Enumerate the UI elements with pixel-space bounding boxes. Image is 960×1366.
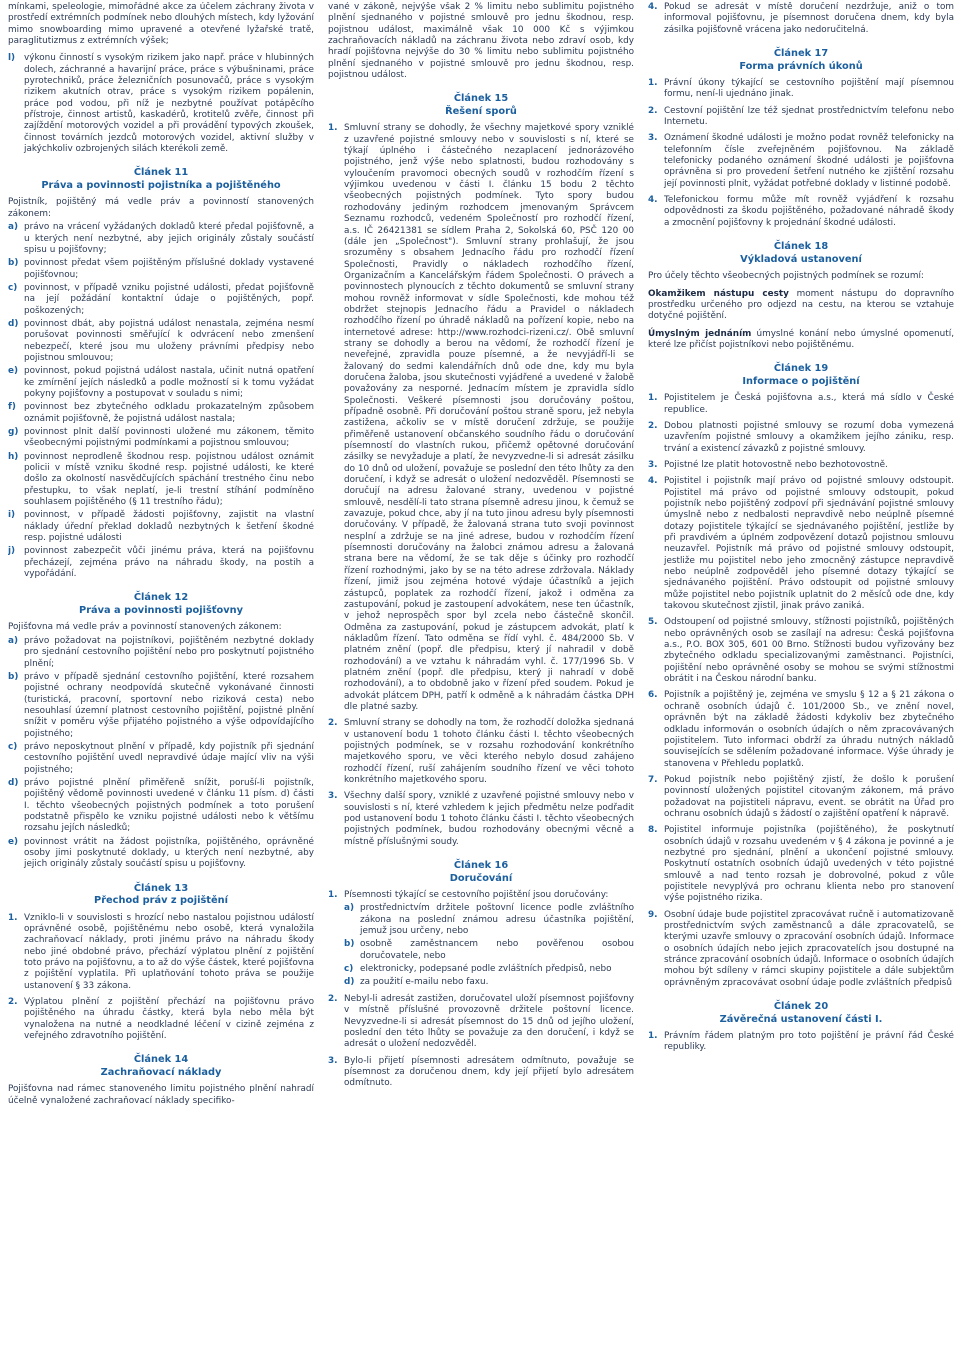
article-12-title: Práva a povinnosti pojišťovny (79, 604, 243, 616)
list-item: 4. Pokud se adresát v místě doručení nezdržuje, aniž o tom informoval pojišťovnu, je písemnost doručena dnem, kdy byla zásilka pojišťovně vrácena jako nedoručitelná. (648, 2, 954, 35)
article-16-sublist (344, 903, 634, 988)
list-item: e) povinnost, pokud pojistná událost nastala, učinit nutná opatření ke zmírnění jejích následků a podle možností si k tomu vyžádat pokyny pojišťovny a postupovat v souladu s nimi; (8, 366, 314, 399)
list-item: 1. Právním řádem platným pro toto pojištění je právní řád České republiky. (648, 1031, 954, 1053)
article-16-title: Doručování (449, 872, 513, 884)
article-19-title: Informace o pojištění (742, 375, 860, 387)
article-17-title: Forma právních úkonů (739, 60, 863, 72)
list-item: 9. Osobní údaje bude pojistitel zpracovávat ručně i automatizovaně prostřednictvím svých zaměstnanců a dále zpracovatelů, se kterými uzavře smlouvy o zpracování osobních údajů. Informace o osobních údajích nebo jejich zpracovatelích jsou dostupné na stránce zpracování osobních údajů. Informace o osobních údajích mohou být sdíleny v rámci skupiny pojistitele a dále subjektům oprávněným zpracovávat osobní údaje podle zvláštních předpisů (648, 909, 954, 988)
list-item: 4. Pojistitel i pojistník mají právo od pojistné smlouvy odstoupit. Pojistitel má právo od pojistné smlouvy odstoupit, pokud pojistník nebo pojištěný zodpoví při sjednávání pojistné smlouvy úmyslně nebo z nedbalosti nepravdivě nebo neúplně písemné dotazy pojistitele týkající se sjednávaného pojištění, jestliže by při pravdivém a úplném zodpovězení dotazů pojistnou smlouvu neuzavřel. Pojistník má právo od pojistné smlouvy odstoupit, jestliže mu pojistitel nebo jeho zmocněný zástupce nepravdivě nebo neúplně zodpověděl jeho písemné dotazy týkající se sjednávaného pojištění. Právo odstoupit od pojistné smlouvy může pojistitel nebo pojistník uplatnit do 2 měsíců ode dne, kdy takovou skutečnost zjistil, jinak právo zaniká. (648, 476, 954, 612)
list-item: 2. Cestovní pojištění lze též sjednat prostřednictvím telefonu nebo Internetu. (648, 105, 954, 128)
list-item: f) povinnost bez zbytečného odkladu prokazatelným způsobem oznámit pojišťovně, že pojistná událost nastala; (8, 402, 314, 424)
intro-list (8, 53, 314, 155)
list-item: j) povinnost zabezpečit vůči jinému práva, která na pojišťovnu přecházejí, zejména právo na náhradu škody, na postih a vypořádání. (8, 546, 314, 580)
article-20-list (648, 1031, 954, 1054)
article-18-number: Článek 18 (773, 241, 829, 253)
article-17-number: Článek 17 (773, 48, 829, 60)
list-item: b) osobně zaměstnancem nebo pověřenou osobou doručovatele, nebo (344, 939, 634, 961)
intro-list (648, 2, 954, 36)
article-11-number: Článek 11 (133, 167, 189, 179)
article-13-list (8, 913, 314, 1043)
list-item: 3. Všechny další spory, vzniklé z uzavřené pojistné smlouvy nebo v souvislosti s ní, které vzhledem k jejich předmětu nelze podřadit pod ustanovení bodu 1 tohoto článku části I. těchto všeobecných pojistných podmínek, budou rozhodovány obecnými věcně a místně příslušnými soudy. (328, 791, 634, 847)
definition: Úmyslným jednáním úmyslné konání nebo úmyslné opomenutí, které lze přičíst pojistníkovi nebo pojištěnému. (648, 328, 954, 350)
list-item: 1. Pojistitelem je Česká pojišťovna a.s., která má sídlo v České republice. (648, 393, 954, 415)
article-11-list (8, 222, 314, 580)
article-11-lead: Pojistník, pojištěný má vedle práv a povinností stanovených zákonem: (8, 197, 314, 219)
list-item: a) prostřednictvím držitele poštovní licence podle zvláštního zákona na poslední známou adresu účastníka pojištění, jemuž jsou určeny, nebo (344, 903, 634, 937)
list-item: b) právo v případě sjednání cestovního pojištění, které rozsahem pojistné ochrany neodpovídá skutečně vykonávané činnosti (turistická, pracovní, sportovní nebo riziková cesta) nebo nesouhlasí územní platnost cestovního pojištění, pojistné plnění snížit v poměru výše přijatého pojistného a výše odpovídajícího pojistného; (8, 671, 314, 739)
list-item: 1. Vzniklo-li v souvislosti s hrozící nebo nastalou pojistnou událostí oprávněné osobě, pojištěnému nebo osobě, která vynaložila zachraňovací náklady, proti jinému právo na náhradu škody nebo jiné obdobné právo, přechází výplatou plnění z pojištění toto právo na pojišťovnu, a to až do výše částek, které pojišťovna z pojištění vyplatila. Při uplatňování tohoto práva se použije ustanovení § 33 zákona. (8, 912, 314, 991)
article-14-title: Zachraňovací náklady (100, 1066, 222, 1078)
column-1 (8, 2, 314, 1366)
list-item: i) povinnost, v případě žádosti pojišťovny, zajistit na vlastní náklady úřední překlad dokladů nezbytných k šetření škodné resp. pojistné události (8, 510, 314, 544)
list-item: d) právo pojistné plnění přiměřeně snížit, poruší-li pojistník, pojištěný vědomě povinnosti uvedené v článku 11 písm. d) části I. těchto všeobecných pojistných podmínek a toto porušení podstatně přispělo ke vzniku pojistné události nebo k většímu rozsahu jejích následků; (8, 777, 314, 834)
list-item: 2. Nebyl-li adresát zastižen, doručovatel uloží písemnost pojišťovny v místně příslušné provozovně držitele poštovní licence. Nevyzvedne-li si adresát písemnost do 15 dnů od jejího uložení, poslední den této lhůty se považuje za den doručení, i když se adresát o uložení nedozvěděl. (328, 993, 634, 1050)
article-12-list (8, 636, 314, 871)
list-item: 3. Oznámení škodné události je možno podat rovněž telefonicky na telefonním čísle zveřejněném pojišťovnou. Na základě telefonicky podaného oznámení škodné události je pojišťovna oprávněna si pro provedení šetření nutného ke zjištění rozsahu její povinnosti plnit, vyžádat potřebné doklady v listinné podobě. (648, 133, 954, 189)
article-12-number: Článek 12 (133, 592, 189, 604)
list-item: 1. Smluvní strany se dohodly, že všechny majetkové spory vzniklé z uzavřené pojistné smlouvy nebo v souvislosti s ní, které se týkají úplného i částečného nezaplacení jednorázového pojistného, jenž výše nebo splatnosti, budou rozhodovány s vyloučením pravomoci obecných soudů v rozhodčím řízení s výjimkou uvedenou v části I. článku 15 bodu 2 těchto všeobecných pojistných podmínek. Tyto spory budou rozhodovány jediným rozhodcem jmenovaným Správcem Seznamu rozhodců, vedeném Společností pro rozhodčí řízení, a.s. IČ 26421381 se sídlem Praha 2, Sokolská 60, PSČ 120 00 (dále jen „Společnost"). Smluvní strany prohlašují, že jsou srozuměny s obsahem Jednacího řádu pro rozhodčí řízení Společnosti, Pravidly o nákladech rozhodčího řízení, Organizačním a Kancelářským řádem Společnosti. O právech a povinnostech plynoucích z těchto dokumentů se smluvní strany mohou rovněž informovat v sídle Společnosti, kde mohou též obdržet stejnopis Jednacího řádu a Pravidel o nákladech rozhodčího řízení po úhradě nákladů na pořízení kopie, nebo na internetové adrese: http://www.rozhodci-rizeni.cz/. Obě smluvní strany se dohodly a berou na vědomí, že rozhodčí řízení je neveřejné, zpravidla pouze písemné, a že nevyjádří-li se žalovaný do sedmi kalendářních dnů ode dne, kdy mu byla doručena žaloba, jsou skutečnosti vyjádřené a uvedené v žalobě považovány za nesporné. Jednacím místem je zpravidla sídlo Společnosti. Veškeré písemnosti jsou doručovány poštou, případně osobně. Při doručování poštou straně sporu, jež nebyla zastižena, ačkoliv se v místě doručení zdržuje, se použije přiměřeně ustanovení občanského soudního řádu o doručování písemností do vlastních rukou, přičemž opětovné doručování zásilky se nevyžaduje a platí, že nevyzvedne-li si adresát zásilku do 10 dnů od uložení, považuje se poslední den této lhůty za den doručení, i když se adresát o uložení nedozvěděl. Písemnosti se doručují na adresu žalované strany, uvedenou v pojistné smlouvě, nesdělí-li tato strana písemně adresu jinou, k čemuž se zavazuje, pokud chce, aby jí na tuto jinou adresu byly písemnosti doručovány. V případě, že žalovaná strana tuto svoji povinnost nesplní a zdržuje se na jiné adrese, budou v rozhodčím řízení písemnosti doručovány na žalobci známou adresu a žalovaná strana bere na vědomí, že se tak děje s účinky pro rozhodčí řízení rozhodnými, jako by se na této adrese zdržovala. Náklady řízení, jimiž jsou zejména hotové výdaje účastníků a jejich zástupců, poplatek za rozhodčí řízení, jakož i odměna za zastupování, pokud je zastoupení advokátem, nese ten účastník, v jehož neprospěch spor byl zcela nebo částečně skončil. Odměna za zastupování, pokud je zástupcem advokát, platí k nákladům řízení. Tato odměna se řídí vyhl. č. 484/2000 Sb. V platném znění (popř. dle předpisu, který jí nahradil v době rozhodování) a ve vztahu k náhradám vyhl. č. 177/1996 Sb. V platném znění (popř. dle předpisu, který ji nahradí v době rozhodování), a to obdobně jako v řízení před soudem. Pokud je advokát plátcem DPH, patří k odměně a k náhradám částka DPH dle platné sazby. (328, 123, 634, 712)
article-18-lead: Pro účely těchto všeobecných pojistných podmínek se rozumí: (648, 271, 924, 282)
list-item: 5. Odstoupení od pojistné smlouvy, stížnosti pojistníků, pojištěných nebo oprávněných osob se zasílají na adresu: Česká pojišťovna a.s., P.O. BOX 305, 601 00 Brno. Stížnosti budou vyřizovány bez zbytečného odkladu specializovanými zaměstnanci. Pojistníci, pojištění nebo oprávněné osoby se mohou se svými stížnostmi obrátit i na Českou národní banku. (648, 617, 954, 685)
list-item: 1. Právní úkony týkající se cestovního pojištění mají písemnou formu, není-li ujednáno jinak. (648, 78, 954, 100)
list-item: 2. Smluvní strany se dohodly na tom, že rozhodčí doložka sjednaná v ustanovení bodu 1 tohoto článku části I. těchto všeobecných pojistných podmínek, se v rozsahu rozhodování konkrétního majetkového sporu, ve věci kterého nebylo dosud zahájeno rozhodčí řízení, ruší zahájením soudního řízení ve věci tohoto konkrétního majetkového sporu. (328, 718, 634, 785)
article-14-number: Článek 14 (133, 1054, 189, 1066)
list-item: 1. Písemnosti týkající se cestovního pojištění jsou doručovány: a) prostřednictvím držitele poštovní licence podle zvláštního zákona na poslední známou adresu účastníka pojištění, jemuž jsou určeny, nebo b) osobně zaměstnancem nebo pověřenou osobou doručovatele, nebo c) elektronicky, podepsané podle zvláštních předpisů, nebo d) za použití e-mailu nebo faxu. (328, 890, 634, 988)
list-item: 4. Telefonickou formu může mít rovněž vyjádření k rozsahu odpovědnosti za škodu pojištěného, požadované náhradě škody a zmocnění pojišťovny k projednání škodné události. (648, 195, 954, 228)
article-12-lead: Pojišťovna má vedle práv a povinností stanovených zákonem: (8, 622, 282, 633)
intro-continuation: vané v zákoně, nejvýše však 2 % limitu nebo sublimitu pojistného plnění sjednaného v pojistné smlouvě pro jednu škodnou, resp. pojistnou událost, maximálně však 10 000 Kč s výjimkou zachraňovacích nákladů na záchranu života nebo zdraví osob, kdy hradí pojišťovna nejvýše do 30 % limitu nebo sublimitu pojistného plnění sjednaného v pojistné smlouvě pro jednu škodnou, resp. pojistnou událost. (328, 2, 634, 81)
list-item: h) povinnost neprodleně škodnou resp. pojistnou událost oznámit policii v místě vzniku škodné resp. pojistné události, ke které došlo za okolností nasvědčujících spáchání trestného činu nebo přestupku, to však neplatí, je-li trestní stíhání podmíněno souhlasem pojištěného (§ 11 trestního řádu); (8, 451, 314, 508)
article-18-title: Výkladová ustanovení (740, 253, 862, 265)
article-19-list (648, 393, 954, 989)
article-20-number: Článek 20 (773, 1001, 829, 1013)
list-item: c) povinnost, v případě vzniku pojistné události, předat pojišťovně na její požádání kontaktní údaje o pojištěných, popř. poškozených; (8, 282, 314, 316)
list-item: 2. Výplatou plnění z pojištění přechází na pojišťovnu právo pojištěného na úhradu částky, která byla nebo měla být vynaložena na nutné a neodkladné léčení v cizině zejména z veřejného zdravotního pojištění. (8, 997, 314, 1042)
list-item: e) povinnost vrátit na žádost pojistníka, pojištěného, oprávněné osoby jimi poskytnuté doklady, u kterých není nezbytné, aby jejich originály zůstaly součástí spisu u pojišťovny. (8, 836, 314, 870)
list-item: 3. Pojistné lze platit hotovostně nebo bezhotovostně. (648, 459, 888, 470)
list-item: 3. Bylo-li přijetí písemnosti adresátem odmítnuto, považuje se písemnost za doručenou dnem, kdy její přijetí bylo adresátem odmítnuto. (328, 1055, 634, 1089)
intro-continuation: mínkami, speleologie, mimořádné akce za účelem záchrany života v prostředí extrémních podmínek nebo dlouhých místech, kdy lyžování mimo snowboarding mimo upravené a otevřené lyžařské tratě, paraglitutizmus z extrémních výšek; (8, 2, 314, 47)
article-16-number: Článek 16 (453, 860, 509, 872)
list-item: a) právo na vrácení vyžádaných dokladů které předal pojišťovně, a u kterých není nezbytné, aby jejich originály zůstaly součástí spisu u pojišťovny; (8, 222, 314, 255)
definition: Okamžikem nástupu cesty moment nástupu do dopravního prostředku určeného pro odjezd na cestu, na kterou se vztahuje dotyčné pojištění. (648, 288, 954, 322)
list-item: c) elektronicky, podepsané podle zvláštních předpisů, nebo (344, 964, 612, 975)
article-13-title: Přechod práv z pojištění (94, 895, 228, 907)
list-item: d) povinnost dbát, aby pojistná událost nenastala, zejména nesmí porušovat povinnosti směřující k odvrácení nebo zmenšení nebezpečí, které jsou mu uloženy právními předpisy nebo pojistnou smlouvou; (8, 318, 314, 363)
list-item: c) právo neposkytnout plnění v případě, kdy pojistník při sjednání cestovního pojištění uvedl nepravdivé údaje mající vliv na výši pojistného; (8, 741, 314, 775)
article-15-number: Článek 15 (453, 93, 509, 105)
article-20-title: Závěrečná ustanovení části I. (719, 1013, 883, 1025)
list-item: 7. Pokud pojistník nebo pojištěný zjistí, že došlo k porušení povinností uložených pojistitel citovaným zákonem, má právo požadovat na pojistiteli nápravu, event. se obrátit na Úřad pro ochranu osobních údajů s žádostí o zajištění opatření k nápravě. (648, 774, 954, 819)
list-item: 6. Pojistník a pojištěný je, zejména ve smyslu § 12 a § 21 zákona o ochraně osobních údajů č. 101/2000 Sb., ve znění novel, oprávněn být na základě žádosti kdykoliv bez zbytečného odkladu informován o osobních údajích o něm zpracovávaných pojistitelem. Tuto informaci obdrží za úhradu nutných nákladů souvisejících se sdělením požadované informace. Výše úhrady je stanovena v Přehledu poplatků. (648, 690, 954, 769)
article-16-list (328, 890, 634, 1090)
column-2 (328, 2, 634, 1366)
list-item: b) povinnost předat všem pojištěným příslušné doklady vystavené pojišťovnou; (8, 258, 314, 280)
article-17-list (648, 78, 954, 229)
article-14-text: Pojišťovna nad rámec stanoveného limitu pojistného plnění nahradí účelně vynaložené zachraňovací náklady specifiko- (8, 1084, 314, 1106)
list-item: l) výkonu činností s vysokým rizikem jako např. práce v hlubinných dolech, záchranné a havarijní práce, práce s výbušninami, práce pyrotechniků, práce železničních posunovačů, práce s vysokým rizikem akutních otrav, práce s vysokým rizikem popálenin, práce pod vodou, při níž je nezbytné používat potápěcího přístroje, činnost artistů, kaskadérů, krotitelů zvěře, činnost při zajíždění motorových vozidel a při provádění typových zkoušek, činnost továrních jezdců motorových vozidel, aktivní služby v jakýchkoliv ozbrojených silách kterékoli země. (8, 53, 314, 155)
article-19-number: Článek 19 (773, 363, 829, 375)
list-item: 8. Pojistitel informuje pojistníka (pojištěného), že poskytnutí osobních údajů v rozsahu uvedeném v § 4 zákona je povinné a je nezbytné pro sjednání, plnění a ukončení pojistné smlouvy. Poskytnutí ostatních osobních údajů uvedených v této pojistné smlouvě a nad tento rozsah je dobrovolné, pokud z vůle pojistitele nevyplývá pro ochranu klienta nebo pro stanovení výše pojistného rizika. (648, 825, 954, 904)
list-item: 2. Dobou platnosti pojistné smlouvy se rozumí doba vymezená uzavřením pojistné smlouvy a okamžikem jejího zániku, resp. trvání a existencí závazků z pojistné smlouvy. (648, 420, 954, 454)
article-15-list (328, 123, 634, 848)
list-item: a) právo požadovat na pojistníkovi, pojištěném nezbytné doklady pro sjednání cestovního pojištění nebo pro poskytnutí pojistného plnění; (8, 635, 314, 669)
article-13-number: Článek 13 (133, 882, 189, 894)
list-item: d) za použití e-mailu nebo faxu. (344, 977, 489, 988)
article-11-title: Práva a povinnosti pojistníka a pojištěného (41, 179, 281, 191)
article-15-title: Řešení sporů (445, 105, 517, 117)
column-3 (648, 2, 954, 1366)
list-item: g) povinnost plnit další povinnosti uložené mu zákonem, těmito všeobecnými pojistnými podmínkami a pojistnou smlouvou; (8, 427, 314, 449)
